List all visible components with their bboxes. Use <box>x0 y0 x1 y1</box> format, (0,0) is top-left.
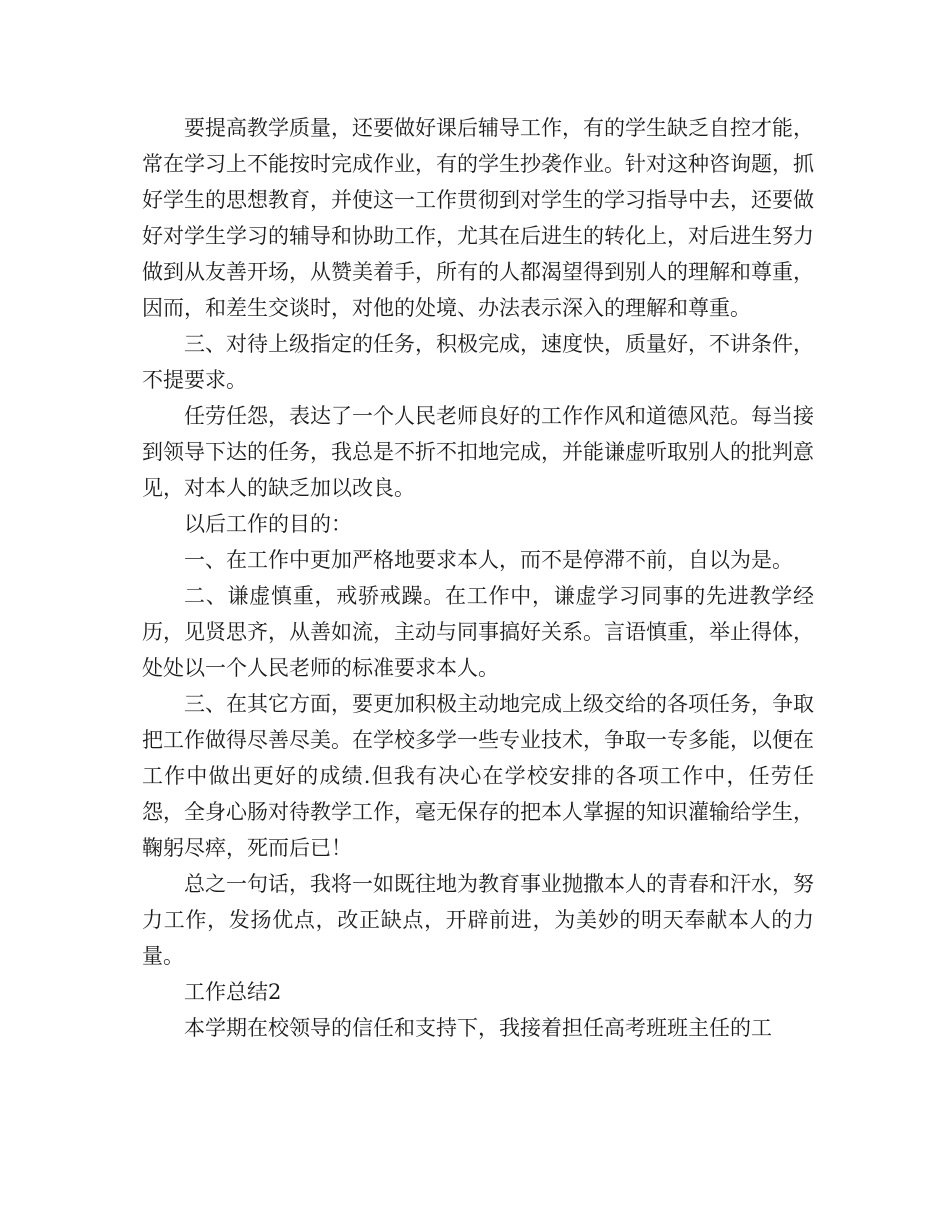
paragraph-conclusion: 总之一句话，我将一如既往地为教育事业抛撒本人的青春和汗水，努力工作，发扬优点，改正缺点，开辟前进，为美妙的明天奉献本人的力量。 <box>142 872 814 968</box>
paragraph-goal-three: 三、在其它方面，要更加积极主动地完成上级交给的各项任务，争取把工作做得尽善尽美。在学校多学一些专业技术，争取一专多能，以便在工作中做出更好的成绩.但我有决心在学校安排的各项工作中，任劳任怨，全身心肠对待教学工作，毫无保存的把本人掌握的知识灌输给学生，鞠躬尽瘁，死而后已！ <box>142 692 814 860</box>
paragraph-summary-2-intro: 本学期在校领导的信任和支持下，我接着担任高考班班主任的工 <box>184 1016 772 1040</box>
paragraph-goal-two: 二、谦虚慎重，戒骄戒躁。在工作中，谦虚学习同事的先进教学经历，见贤思齐，从善如流，主动与同事搞好关系。言语慎重，举止得体，处处以一个人民老师的标准要求本人。 <box>142 584 814 680</box>
section-heading-summary-2: 工作总结2 <box>184 980 282 1004</box>
paragraph-goal-one: 一、在工作中更加严格地要求本人，而不是停滞不前，自以为是。 <box>184 548 793 572</box>
document-body <box>142 110 814 1046</box>
paragraph-work-style: 任劳任怨，表达了一个人民老师良好的工作作风和道德风范。每当接到领导下达的任务，我总是不折不扣地完成，并能谦虚听取别人的批判意见，对本人的缺乏加以改良。 <box>142 404 814 500</box>
paragraph-future-goals-heading: 以后工作的目的： <box>184 512 352 536</box>
paragraph-point-three-tasks: 三、对待上级指定的任务，积极完成，速度快，质量好，不讲条件，不提要求。 <box>142 332 814 392</box>
paragraph-tutoring: 要提高教学质量，还要做好课后辅导工作，有的学生缺乏自控才能，常在学习上不能按时完成作业，有的学生抄袭作业。针对这种咨询题，抓好学生的思想教育，并使这一工作贯彻到对学生的学习指导中去，还要做好对学生学习的辅导和协助工作，尤其在后进生的转化上，对后进生努力做到从友善开场，从赞美着手，所有的人都渴望得到别人的理解和尊重，因而，和差生交谈时，对他的处境、办法表示深入的理解和尊重。 <box>142 116 814 320</box>
